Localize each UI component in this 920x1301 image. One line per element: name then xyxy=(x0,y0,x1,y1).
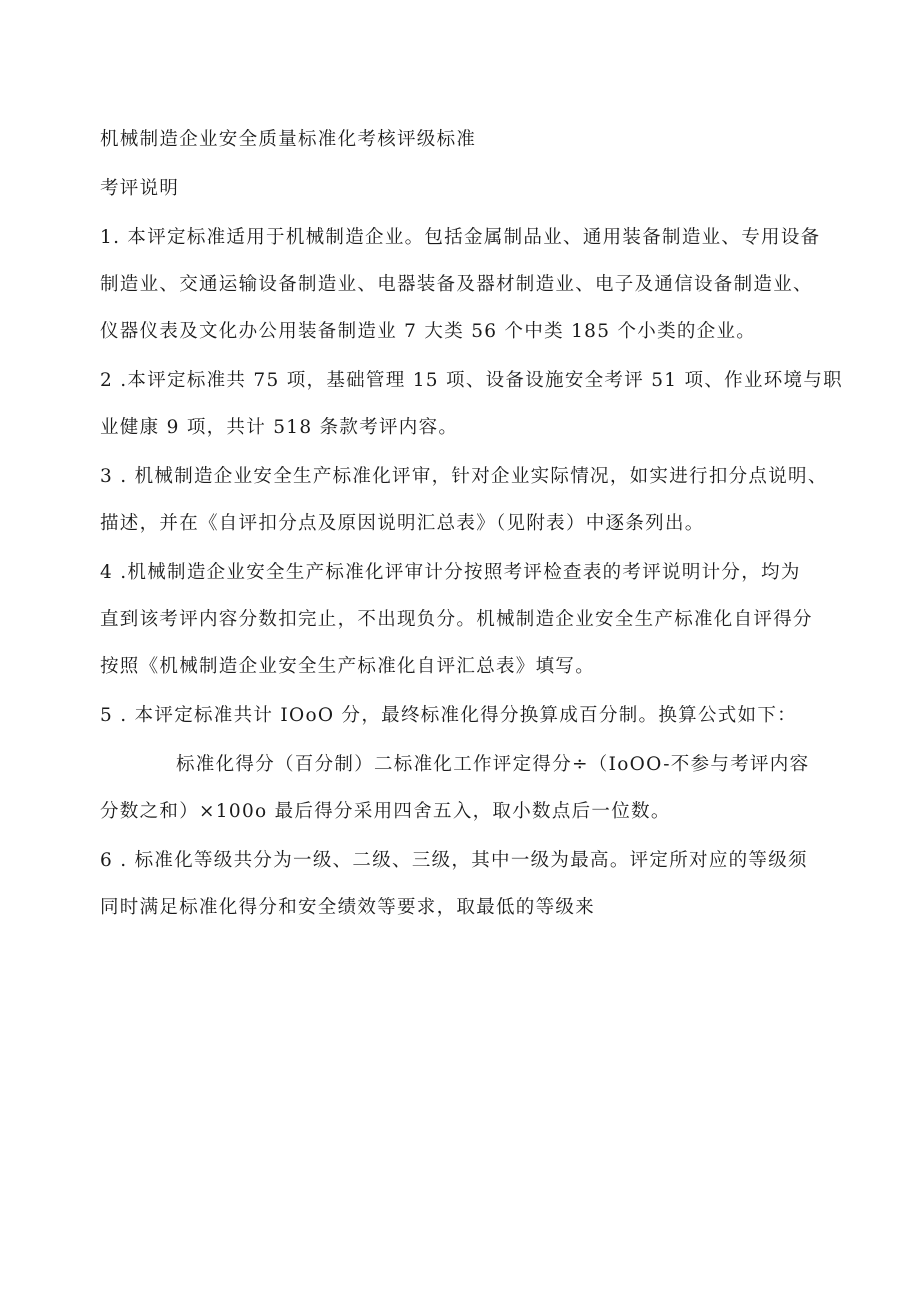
body-line: 3 . 机械制造企业安全生产标准化评审，针对企业实际情况，如实进行扣分点说明、 xyxy=(100,466,828,487)
body-line: 分数之和）×100o 最后得分采用四舍五入，取小数点后一位数。 xyxy=(100,801,671,822)
body-line: 直到该考评内容分数扣完止，不出现负分。机械制造企业安全生产标准化自评得分 xyxy=(100,609,813,630)
body-line: 6 . 标准化等级共分为一级、二级、三级，其中一级为最高。评定所对应的等级须 xyxy=(100,850,808,871)
body-line: 业健康 9 项，共计 518 条款考评内容。 xyxy=(100,417,459,438)
body-line: 描述，并在《自评扣分点及原因说明汇总表》（见附表）中逐条列出。 xyxy=(100,513,705,534)
formula-line: 标准化得分（百分制）二标准化工作评定得分÷（IoOO-不参与考评内容 xyxy=(176,754,810,775)
body-line: 5 . 本评定标准共计 IOoO 分，最终标准化得分换算成百分制。换算公式如下： xyxy=(100,705,797,726)
body-line: 4 .机械制造企业安全生产标准化评审计分按照考评检查表的考评说明计分，均为 xyxy=(100,562,801,583)
body-line: 制造业、交通运输设备制造业、电器装备及器材制造业、电子及通信设备制造业、 xyxy=(100,274,813,295)
section-heading: 考评说明 xyxy=(100,178,180,199)
body-line: 仪器仪表及文化办公用装备制造业 7 大类 56 个中类 185 个小类的企业。 xyxy=(100,321,757,342)
body-line: 按照《机械制造企业安全生产标准化自评汇总表》填写。 xyxy=(100,656,596,677)
body-line: 2 .本评定标准共 75 项，基础管理 15 项、设备设施安全考评 51 项、作业环境与职 xyxy=(100,370,843,391)
document-title: 机械制造企业安全质量标准化考核评级标准 xyxy=(100,129,477,150)
body-line: 1. 本评定标准适用于机械制造企业。包括金属制品业、通用装备制造业、专用设备 xyxy=(100,227,821,248)
body-line: 同时满足标准化得分和安全绩效等要求，取最低的等级来 xyxy=(100,897,596,918)
